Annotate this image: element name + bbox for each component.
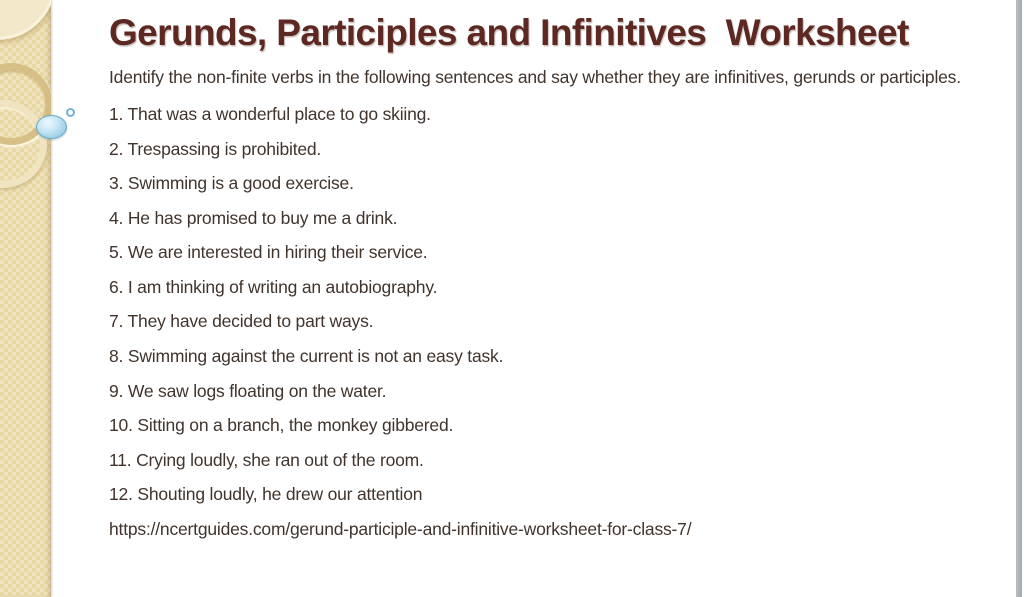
- worksheet-item-9: 9. We saw logs floating on the water.: [109, 380, 387, 401]
- worksheet-item-2: 2. Trespassing is prohibited.: [109, 138, 322, 159]
- worksheet-item-3: 3. Swimming is a good exercise.: [109, 173, 354, 194]
- source-url: https://ncertguides.com/gerund-participle-and-infinitive-worksheet-for-class-7/: [109, 519, 692, 540]
- scrollbar-track[interactable]: [1016, 0, 1022, 597]
- bubble-ring-decoration: [66, 108, 75, 117]
- worksheet-item-4: 4. He has promised to buy me a drink.: [109, 207, 398, 228]
- worksheet-item-10: 10. Sitting on a branch, the monkey gibbered.: [109, 415, 454, 436]
- page-title: Gerunds, Participles and Infinitives Worksheet: [109, 12, 909, 53]
- worksheet-item-7: 7. They have decided to part ways.: [109, 311, 374, 332]
- decorative-sidebar: [0, 0, 51, 597]
- worksheet-item-1: 1. That was a wonderful place to go skiing.: [109, 103, 431, 124]
- worksheet-item-6: 6. I am thinking of writing an autobiography.: [109, 276, 438, 297]
- worksheet-list: [109, 97, 971, 512]
- bubble-decoration: [36, 115, 67, 139]
- worksheet-item-8: 8. Swimming against the current is not an easy task.: [109, 346, 504, 367]
- worksheet-item-5: 5. We are interested in hiring their service.: [109, 242, 428, 263]
- instruction-text: Identify the non-finite verbs in the following sentences and say whether they are infinitives, gerunds or participles.: [109, 66, 961, 87]
- worksheet-item-12: 12. Shouting loudly, he drew our attention: [109, 484, 423, 505]
- worksheet-item-11: 11. Crying loudly, she ran out of the room.: [109, 449, 424, 470]
- sidebar-disc-decoration: [0, 0, 51, 40]
- slide-content: [109, 11, 971, 547]
